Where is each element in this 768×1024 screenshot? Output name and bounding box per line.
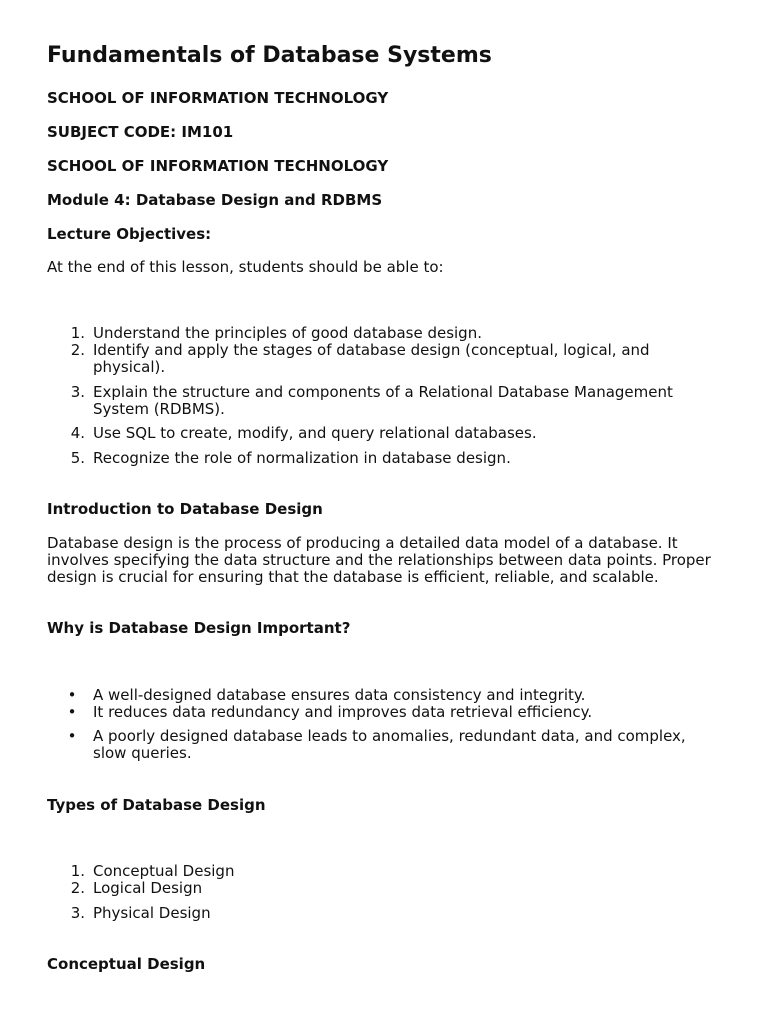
list-number: 5. — [70, 449, 85, 467]
list-number: 1. — [70, 324, 85, 342]
type-text: Conceptual Design — [93, 862, 235, 880]
why-text: A well-designed database ensures data consistency and integrity. — [93, 686, 586, 704]
list-number: 2. — [70, 341, 85, 359]
list-number: 1. — [70, 862, 85, 880]
list-number: 2. — [70, 879, 85, 897]
type-text: Logical Design — [93, 879, 203, 897]
school-heading-repeat: SCHOOL OF INFORMATION TECHNOLOGY — [47, 157, 389, 175]
objective-text: Use SQL to create, modify, and query relational databases. — [93, 424, 537, 442]
objective-text: Understand the principles of good database design. — [93, 324, 482, 342]
module-heading: Module 4: Database Design and RDBMS — [47, 191, 383, 209]
objective-text: Explain the structure and components of a Relational Database Management System (RDBMS). — [93, 383, 673, 418]
list-number: 3. — [70, 904, 85, 922]
type-item — [47, 880, 727, 897]
objective-item — [47, 325, 727, 342]
objectives-intro: At the end of this lesson, students should be able to: — [47, 258, 444, 276]
type-item — [47, 905, 727, 922]
bullet-marker: • — [67, 703, 77, 721]
objectives-heading: Lecture Objectives: — [47, 225, 212, 243]
list-number: 4. — [70, 424, 85, 442]
objective-item — [47, 384, 727, 418]
list-number: 3. — [70, 383, 85, 401]
objective-text: Identify and apply the stages of database design (conceptual, logical, and physical). — [93, 341, 650, 376]
type-item — [47, 863, 727, 880]
why-item — [47, 687, 727, 704]
why-text: It reduces data redundancy and improves data retrieval efficiency. — [93, 703, 593, 721]
objective-item — [47, 450, 727, 467]
bullet-marker: • — [67, 727, 77, 745]
intro-heading: Introduction to Database Design — [47, 500, 323, 518]
why-item — [47, 704, 727, 721]
objective-text: Recognize the role of normalization in database design. — [93, 449, 511, 467]
objective-item — [47, 342, 727, 376]
intro-paragraph: Database design is the process of producing a detailed data model of a database. It involves specifying the data structure and the relationships between data points. Proper design is crucial for ensuring that the database is efficient, reliable, and scalable. — [47, 534, 711, 586]
school-heading: SCHOOL OF INFORMATION TECHNOLOGY — [47, 89, 389, 107]
document-title: Fundamentals of Database Systems — [47, 43, 492, 68]
subject-code: SUBJECT CODE: IM101 — [47, 123, 234, 141]
why-item — [47, 728, 727, 762]
objective-item — [47, 425, 727, 442]
type-text: Physical Design — [93, 904, 211, 922]
why-heading: Why is Database Design Important? — [47, 619, 351, 637]
types-heading: Types of Database Design — [47, 796, 266, 814]
why-text: A poorly designed database leads to anomalies, redundant data, and complex, slow queries. — [93, 727, 686, 762]
conceptual-heading: Conceptual Design — [47, 955, 206, 973]
bullet-marker: • — [67, 686, 77, 704]
